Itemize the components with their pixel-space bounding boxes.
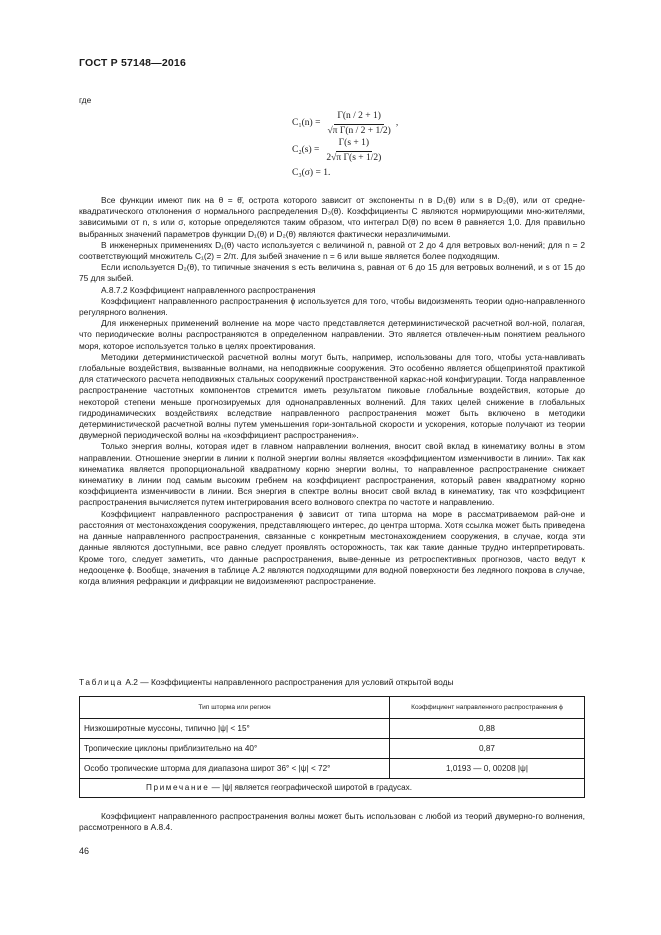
formula-denominator: √π Γ(n / 2 + 1/2) [327, 125, 391, 136]
formula-lhs: C₁(n) = [292, 118, 321, 129]
paragraph: Только энергия волны, которая идет в главном направлении волнения, вносит свой вклад в кинематику волны в этом направлении. Отношение энергии в линии к полной энергии волны является «коэффициентом изменчивости в линии». Так как кинематика является пропорциональной квадратному корню энергии волны, то направленное распространение снижает кинематику в линии под самым высоким гребнем на коэффициент распространения, который равен квадратному корню коэффициента изменчивости в линии. Вся энергия в спектре волны вносит свой вклад в кинематику, так что коэффициент распространения вычисляется путем интегрирования всего волнового спектра по частоте и направлению. [79, 441, 585, 508]
table-cell-value: 1,0193 — 0, 00208 |ψ| [390, 759, 585, 779]
formula-fraction [323, 138, 384, 163]
table-cell-value: 0,87 [390, 739, 585, 759]
formula-tail: , [395, 118, 399, 129]
where-label: где [79, 95, 92, 105]
paragraph: Коэффициент направленного распространения ϕ зависит от типа шторма на море в рассматриваемом рай-оне и расстояния от местонахождения сооружения, представляющего интерес, до центра шторма. Хотя ссылка может быть приведена на данные направленного распространения, связанные с конкретным местонахождением сооружения, в случае, когда эти данные являются доступными, все равно следует проявлять осторожность, так как такие данные трудно интерпретировать. Кроме того, следует заметить, что данные распространения, выве-денные из ретроспективных прогнозов, часто ведут к недооценке ϕ. Вообще, значения в таблице А.2 являются подходящими для водной поверхности без ледяного покрова в случае, когда влияния рефракции и дифракции не видоизменяют распространение. [79, 508, 585, 586]
table-row [80, 719, 585, 739]
spreading-factor-table [79, 696, 585, 798]
section-heading: А.8.7.2 Коэффициент направленного распространения [101, 284, 316, 295]
table-header-cell: Тип шторма или регион [80, 697, 390, 719]
table-note [80, 779, 585, 798]
table-cell-value: 0,88 [390, 719, 585, 739]
table-cell-region: Низкоширотные муссоны, типично |ψ| < 15° [80, 719, 390, 739]
paragraph: Коэффициент направленного распространения ϕ используется для того, чтобы видоизменять теории одно-направленного регулярного волнения. [79, 295, 585, 318]
formula-c3: C₃(σ) = 1. [292, 168, 331, 179]
paragraph: Методики детерминистической расчетной волны могут быть, например, использованы для того, чтобы уста-навливать глобальные воздействия, вызванные волнами, на неподвижные сооружения. Это особенно является общепринятой практикой для статического расчета неподвижных стальных сооружений пространственной каркас-ной конфигурации. Тогда направленное распространение частотных компонентов стремится иметь результатом пиковые глобальные воздействия, которые до некоторой степени меньше прогнозируемых для однонаправленных волнений. Для таких целей снижение в глобальных гидродинамических воздействиях вследствие направленного распространения может быть включено в методики детерминистической расчетной волны путем уменьшения гори-зонтальной скорости и ускорения, которые получают из теории двумерной периодической волны на «коэффициент распространения». [79, 351, 585, 441]
formula-c1 [292, 113, 398, 135]
formula-numerator: Γ(n / 2 + 1) [334, 111, 384, 124]
document-header: ГОСТ Р 57148—2016 [79, 57, 187, 69]
formula-denominator: 2√π Γ(s + 1/2) [326, 152, 382, 163]
formula-numerator: Γ(s + 1) [336, 138, 372, 151]
formula-lhs: C₂(s) = [292, 145, 320, 156]
table-note-text: — |ψ| является географической широтой в градусах. [211, 783, 412, 793]
table-cell-region: Тропические циклоны приблизительно на 40° [80, 739, 390, 759]
table-header-row [80, 697, 585, 719]
formula-c2 [292, 140, 398, 162]
body-text [79, 195, 585, 587]
table-caption [79, 677, 454, 688]
closing-paragraph: Коэффициент направленного распространения волны может быть использован с любой из теорий двумерно-го волнения, рассмотренного в А.8.4. [79, 811, 585, 833]
table-header-cell: Коэффициент направленного распространения ϕ [390, 697, 585, 719]
table-row [80, 759, 585, 779]
paragraph: В инженерных применениях D₁(θ) часто используется с величиной n, равной от 2 до 4 для ветровых вол-нений; для n = 2 соответствующий множитель C₁(2) = 2/π. Для зыбей значение n = 6 или выше является более подходящим. [79, 239, 585, 262]
paragraph: Если используется D₂(θ), то типичные значения s есть величина s, равная от 6 до 15 для ветровых волнений, и s от 15 до 75 для зыбей. [79, 262, 585, 284]
table-note-word: Примечание [146, 783, 210, 793]
table-cell-region: Особо тропические шторма для диапазона широт 36° < |ψ| < 72° [80, 759, 390, 779]
page-number: 46 [79, 846, 90, 856]
formula-fraction [324, 111, 393, 136]
formula-block [292, 113, 398, 181]
table-caption-text: А.2 — Коэффициенты направленного распространения для условий открытой воды [125, 677, 454, 687]
paragraph: Для инженерных применений волнение на море часто представляется детерминистической расчетной вол-ной, полагая, что периодические волны распространяются в определенном направлении. Это является отвлечен-ным понятием реального моря, которое используется только в целях проектирования. [79, 318, 585, 351]
table-caption-word: Таблица [79, 677, 124, 687]
paragraph: Все функции имеют пик на θ = θ̄, острота которого зависит от экспоненты n в D₁(θ) или s в D₂(θ), или от средне-квадратического отклонения σ нормального распределения D₃(θ). Коэффициенты C являются нормирующими мно-жителями, зависимыми от n, s или σ, которые определяются таким образом, что интеграл D(θ) по всем θ равняется 1,0. Для правильно выбранных значений параметров функции D₁(θ) и D₂(θ) являются фактически неразличимыми. [79, 195, 585, 239]
table-row [80, 739, 585, 759]
table-note-row [80, 779, 585, 798]
